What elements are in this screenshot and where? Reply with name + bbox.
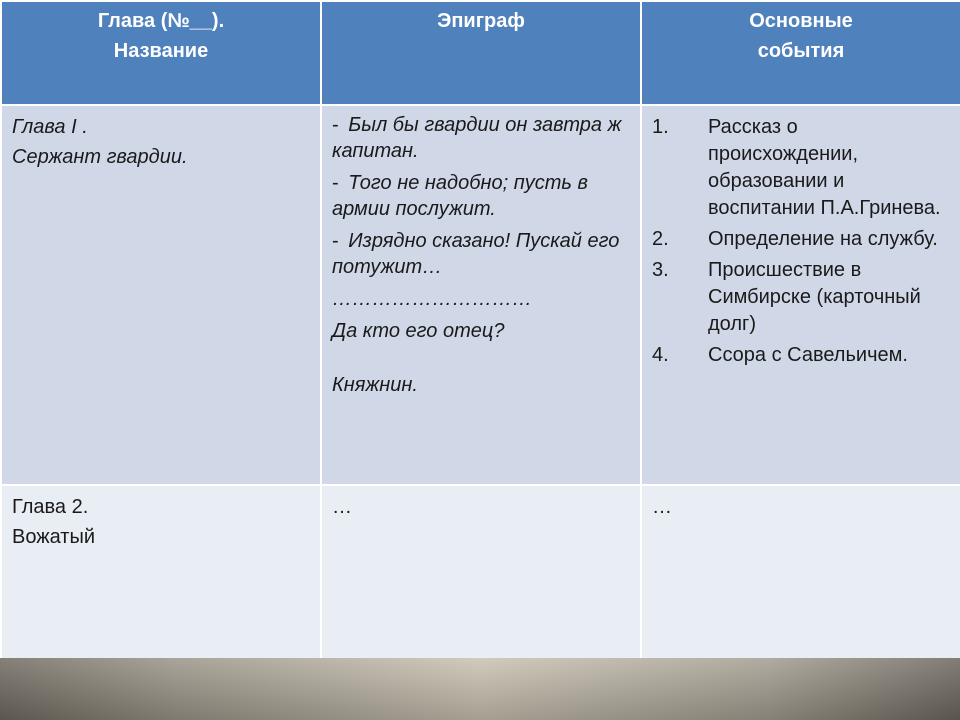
epigraph-last-line: Да кто его отец? [332, 320, 505, 342]
table-header-row [1, 1, 960, 105]
header-events-line2: события [757, 40, 845, 62]
epigraph-text: Того не надобно; пусть в армии послужит. [332, 172, 588, 220]
event-text: Рассказ о происхождении, образовании и воспитании П.А.Гринева. [708, 116, 941, 219]
event-text: Происшествие в Симбирске (карточный долг) [708, 259, 921, 335]
epigraph-text: Был бы гвардии он завтра ж капитан. [332, 114, 622, 162]
chapter-title: Вожатый [12, 526, 96, 548]
event-text: Ссора с Савельичем. [708, 344, 908, 366]
header-chapter [1, 1, 321, 105]
table-row [1, 105, 960, 485]
background-floor [0, 658, 960, 720]
header-events-line1: Основные [749, 10, 853, 32]
epigraph-dots: ………………………… [332, 288, 532, 310]
epigraph-cell [321, 105, 641, 485]
event-number: 2. [652, 228, 669, 250]
epigraph-placeholder: … [332, 496, 352, 518]
chapter-number: Глава 2. [12, 496, 89, 518]
events-list [642, 106, 960, 369]
event-text: Определение на службу. [708, 228, 938, 250]
header-epigraph-line1: Эпиграф [437, 10, 525, 32]
chapter-title: Сержант гвардии. [12, 146, 188, 168]
epigraph-cell [321, 485, 641, 659]
chapter-number: Глава I . [12, 116, 88, 138]
epigraph-line [332, 112, 630, 164]
dash-bullet: - [332, 172, 345, 194]
header-events [641, 1, 960, 105]
header-epigraph [321, 1, 641, 105]
list-item [652, 114, 952, 222]
list-item [652, 342, 952, 369]
list-item [652, 257, 952, 338]
chapter-cell [1, 105, 321, 485]
epigraph-text: Изрядно сказано! Пускай его потужит… [332, 230, 620, 278]
header-chapter-line1: Глава (№__). [97, 10, 225, 32]
epigraph-line [332, 170, 630, 222]
dash-bullet: - [332, 230, 345, 252]
events-placeholder: … [652, 496, 672, 518]
event-number: 1. [652, 116, 669, 138]
events-cell [641, 485, 960, 659]
header-chapter-line2: Название [113, 40, 209, 62]
dash-bullet: - [332, 114, 345, 136]
table-row [1, 485, 960, 659]
epigraph-author: Княжнин. [332, 374, 418, 396]
list-item [652, 226, 952, 253]
event-number: 3. [652, 259, 669, 281]
epigraph-line [332, 228, 630, 280]
chapter-cell [1, 485, 321, 659]
events-cell [641, 105, 960, 485]
event-number: 4. [652, 344, 669, 366]
